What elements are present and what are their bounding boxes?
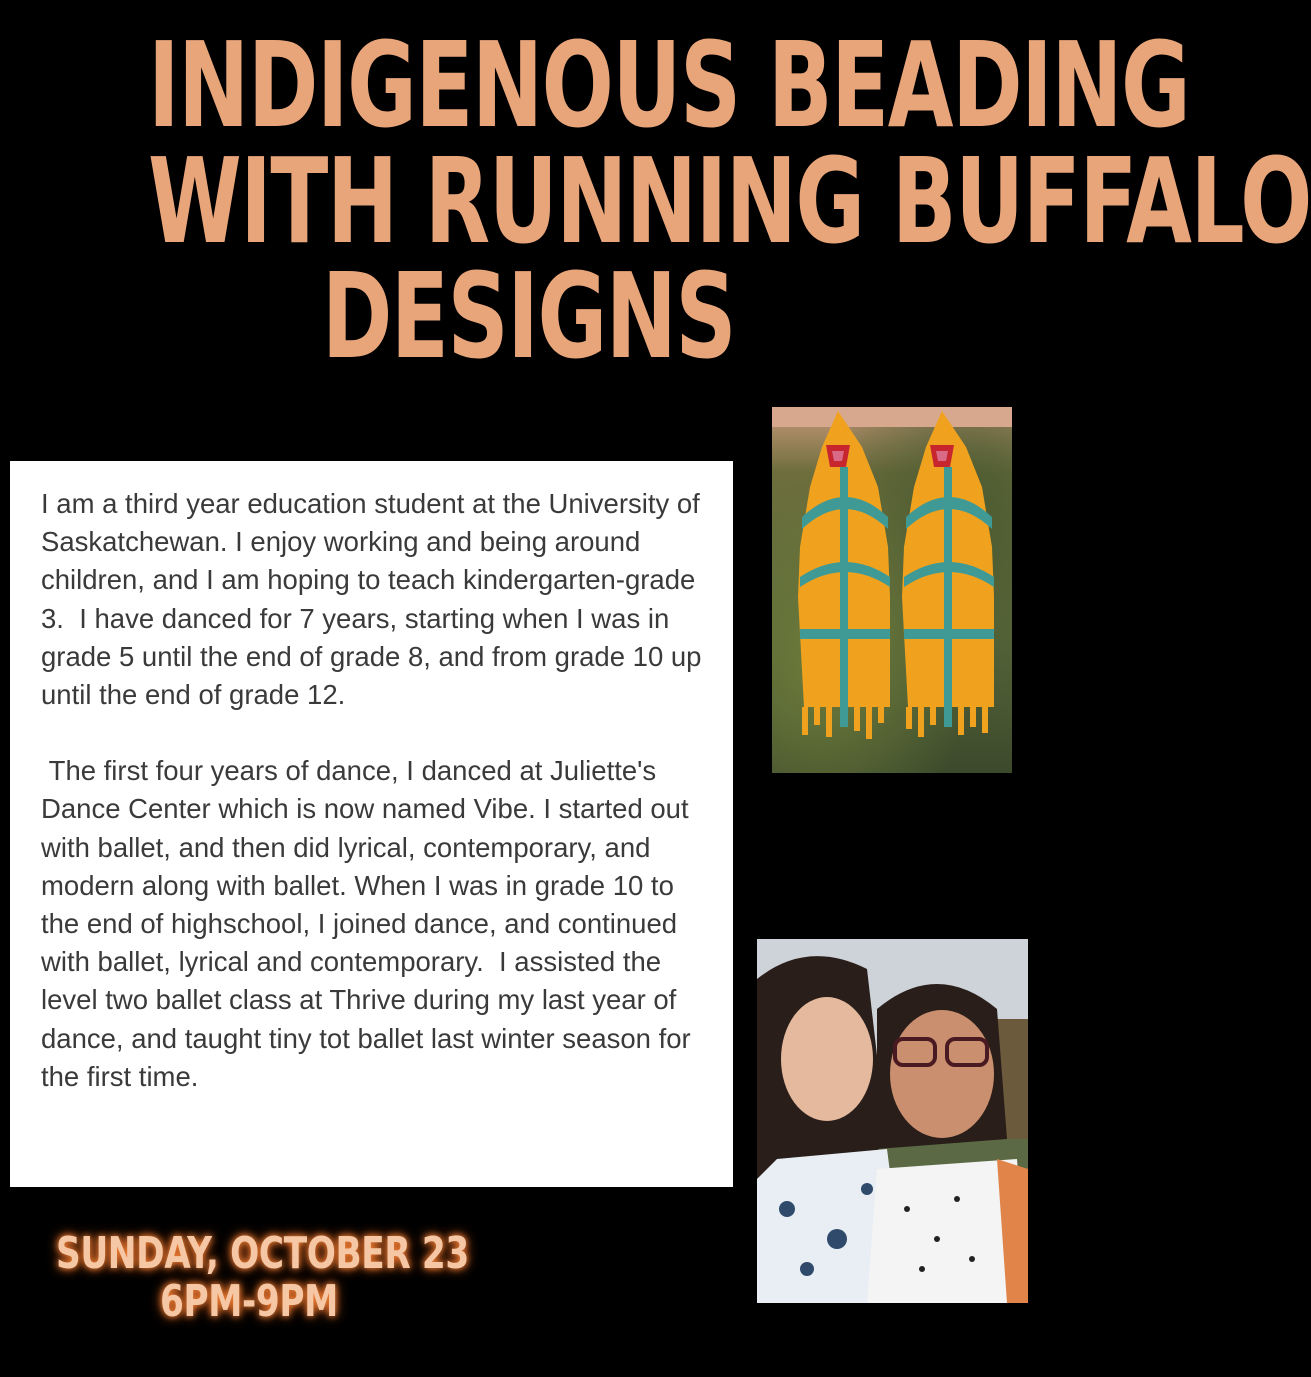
beaded-earrings-photo: [772, 407, 1012, 773]
bio-paragraph-2: The first four years of dance, I danced at Juliette's Dance Center which is now named Vibe. I started out with ballet, and then did lyrical, contemporary, and modern along with ballet. When I was in grade 10 to the end of highschool, I joined dance, and continued with ballet, lyrical and contemporary. I assisted the level two ballet class at Thrive during my last year of dance, and taught tiny tot ballet last winter season for the first time.: [41, 755, 699, 1092]
two-women-portrait-photo: [757, 939, 1028, 1303]
title-line-3: DESIGNS: [321, 247, 736, 386]
event-time: 6PM-9PM: [160, 1276, 338, 1327]
left-earring: [798, 411, 890, 739]
portrait-illustration: [757, 939, 1028, 1303]
event-date: SUNDAY, OCTOBER 23: [56, 1228, 469, 1279]
bio-card: [10, 461, 733, 1187]
bio-paragraph-1: I am a third year education student at the University of Saskatchewan. I enjoy working and being around children, and I am hoping to teach kindergarten-grade 3. I have danced for 7 years, starting when I was in grade 5 until the end of grade 8, and from grade 10 up until the end of grade 12.: [41, 488, 710, 711]
right-earring: [902, 411, 994, 737]
title-line-1: INDIGENOUS BEADING: [147, 16, 1190, 154]
poster-title: [147, 16, 1311, 386]
earrings-illustration: [772, 407, 1012, 773]
title-line-2: WITH RUNNING BUFFALO: [147, 131, 1311, 270]
